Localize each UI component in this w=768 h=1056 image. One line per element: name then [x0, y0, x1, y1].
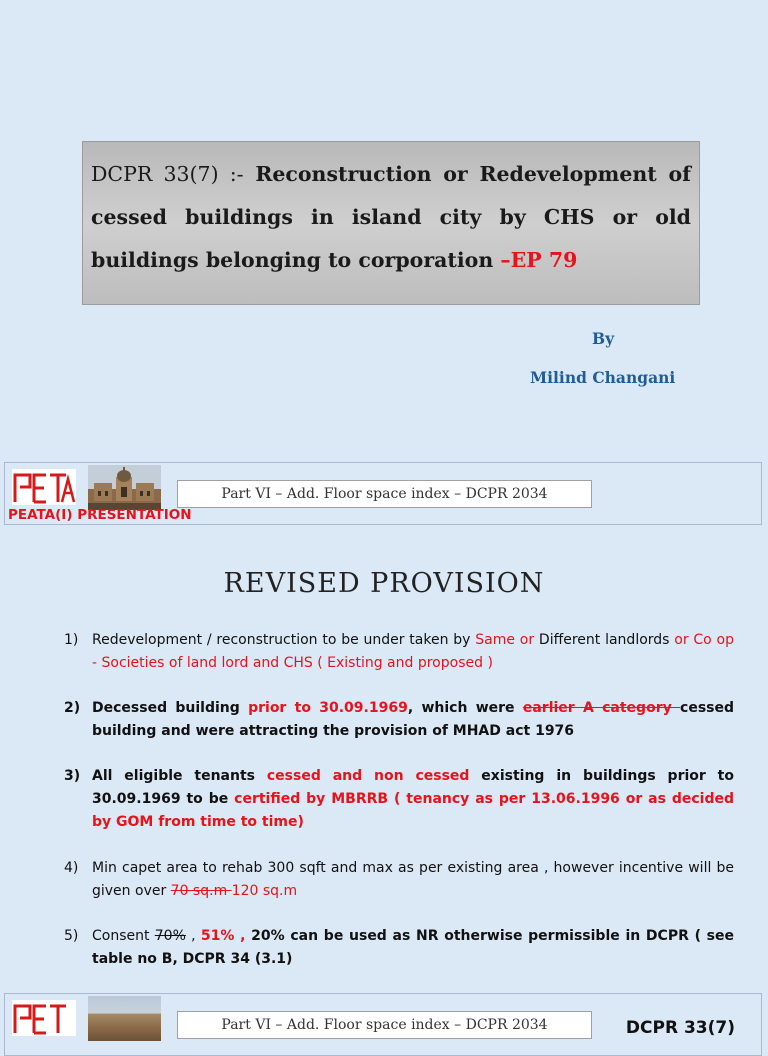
item-text-highlight: prior to 30.09.1969	[248, 700, 408, 716]
cst-building-photo-icon	[88, 996, 161, 1041]
item-text-part: Consent	[92, 928, 155, 944]
content-slide	[0, 458, 768, 1038]
title-slide	[0, 0, 768, 458]
item-text	[92, 629, 734, 675]
item-number: 1)	[64, 632, 79, 648]
slide-header	[4, 462, 762, 525]
item-text-highlight: 120 sq.m	[231, 883, 298, 899]
cst-building-photo-icon	[88, 465, 161, 510]
by-label: By	[592, 329, 615, 348]
item-text	[92, 857, 734, 903]
item-text-part: Redevelopment / reconstruction to be under taken by	[92, 632, 476, 648]
item-text	[92, 925, 734, 971]
item-text-part: Different landlords	[534, 632, 675, 648]
next-slide-header	[4, 993, 762, 1056]
item-number: 3)	[64, 768, 81, 784]
item-text	[92, 697, 734, 743]
item-number: 4)	[64, 860, 79, 876]
title-box	[82, 141, 700, 305]
corner-title: DCPR 33(7)	[625, 1018, 735, 1038]
item-text-part: ,	[185, 928, 201, 944]
item-number: 5)	[64, 928, 79, 944]
item-text-highlight: or Co op - Societies of land lord and CHS ( Existing and proposed )	[92, 632, 735, 671]
item-text-deleted: 70%	[154, 928, 186, 944]
item-text-part: existing in buildings prior to 30.09.1969 to be	[92, 768, 734, 807]
item-number: 2)	[64, 700, 81, 716]
peata-logo-icon	[12, 1000, 76, 1036]
item-text-deleted: 70 sq.m	[170, 883, 232, 899]
item-text-highlight: cessed and non cessed	[266, 768, 470, 784]
author-name: Milind Changani	[530, 368, 676, 387]
item-text-part: Min capet area to rehab 300 sqft and max as per existing area , however incentive will be given over	[92, 860, 734, 899]
item-text-part: All eligible tenants	[92, 768, 267, 784]
item-text-deleted: earlier A category	[522, 700, 681, 716]
item-text-part: , which were	[407, 700, 523, 716]
doc-label: Part VI – Add. Floor space index – DCPR 2034	[177, 480, 592, 508]
peata-logo-icon	[12, 469, 76, 505]
title-suffix: –EP 79	[500, 248, 578, 272]
item-text	[92, 765, 734, 834]
item-text-highlight: 51% ,	[200, 928, 246, 944]
item-text-highlight: certified by MBRRB ( tenancy as per 13.06.1996 or as decided by GOM from time to time)	[92, 791, 735, 830]
item-text-part: cessed building and were attracting the provision of MHAD act 1976	[92, 700, 735, 739]
item-text-part: 20% can be used as NR otherwise permissible in DCPR ( see table no B, DCPR 34 (3.1)	[92, 928, 734, 967]
item-text-highlight: Same or	[475, 632, 535, 648]
item-text-part: Decessed building	[92, 700, 249, 716]
org-label: PEATA(I) PRESENTATION	[8, 507, 192, 523]
title-main: Reconstruction or Redevelopment of cessed buildings in island city by CHS or old buildings belonging to corporation	[91, 162, 691, 272]
title-prefix: DCPR 33(7) :-	[91, 162, 244, 186]
section-heading: REVISED PROVISION	[223, 568, 545, 599]
doc-label: Part VI – Add. Floor space index – DCPR 2034	[177, 1011, 592, 1039]
